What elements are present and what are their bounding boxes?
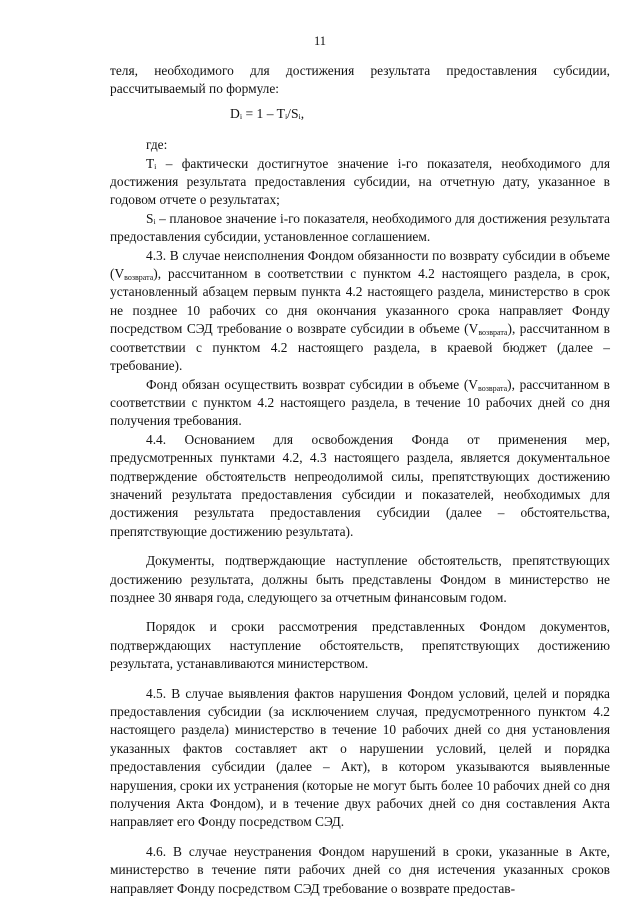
text-run: ), рассчитанном в соответствии с пунктом 4.2 настоящего раздела, в краевой бюджет (далее – требование). [110,321,610,374]
paragraph-ti-definition: Tᵢ – фактически достигнутое значение i-го показателя, необходимого для достижения результата предоставления субсидии, на отчетную дату, указанное в годовом отчете о результатах; [110,155,610,208]
text-run: 4.3. В случае неисполнения Фондом обязанности по возврату субсидии в объеме (V [110,247,610,282]
text-run: ), рассчитанном в соответствии с пунктом 4.2 настоящего раздела, в срок, установленный абзацем первым пункта 4.2 настоящего раздела, министерство в срок не позднее 10 рабочих со дня окончания указанного срока направляет Фонду посредством СЭД требование о возврате субсидии в объеме (V [110,266,610,337]
page-number: 11 [313,34,327,48]
paragraph-4-6: 4.6. В случае неустранения Фондом нарушений в сроки, указанные в Акте, министерство в течение пяти рабочих дней со дня истечения указанных сроков направляет Фонду посредством СЭД требование о возврате предостав- [110,843,610,896]
paragraph-fund-obligation [110,376,610,431]
subscript: возврата [478,328,508,338]
paragraph-4-5: 4.5. В случае выявления фактов нарушения Фондом условий, целей и порядка предоставления субсидии (за исключением случая, предусмотренного пунктом 4.2 настоящего раздела) министерство в течение 10 рабочих дней со дня установления указанных фактов составляет акт о нарушении условий, целей и порядка предоставления субсидии (далее – Акт), в котором указываются выявленные нарушения, сроки их устранения (которые не могут быть более 10 рабочих дней со дня получения Акта Фондом), и в течение двух рабочих дней со дня составления Акта направляет его Фонду посредством СЭД. [110,685,610,830]
document-body [110,62,610,898]
subscript: возврата [477,383,508,393]
paragraph-si-definition: Sᵢ – плановое значение i-го показателя, необходимого для достижения результата предоставления субсидии, установленное соглашением. [110,210,610,245]
formula: Dᵢ = 1 – Tᵢ/Sᵢ, [230,105,305,121]
subscript: возврата [124,273,154,283]
text-run: Фонд обязан осуществить возврат субсидии в объеме (V [146,376,478,392]
paragraph-procedure: Порядок и сроки рассмотрения представленных Фондом документов, подтверждающих наступление обстоятельств, препятствующих достижению результата, устанавливаются министерством. [110,619,610,672]
text-run: ), рассчитанном в соответствии с пунктом 4.2 настоящего раздела, в течение 10 рабочих дней со дня получения требования. [110,376,610,429]
paragraph-where: где: [146,137,168,153]
paragraph-continuation: теля, необходимого для достижения результата предоставления субсидии, рассчитываемый по формуле: [110,63,610,97]
paragraph-documents: Документы, подтверждающие наступление обстоятельств, препятствующих достижению результата, должны быть представлены Фондом в министерство не позднее 30 января года, следующего за отчетным финансовым годом. [110,553,610,605]
paragraph-4-3 [110,247,610,376]
paragraph-4-4: 4.4. Основанием для освобождения Фонда от применения мер, предусмотренных пунктами 4.2, 4.3 настоящего раздела, является документальное подтверждение обстоятельств непреодолимой силы, препятствующих достижению значений результата предоставления субсидии и показателей, необходимых для достижения результата предоставления субсидии (далее – обстоятельства, препятствующие достижению результата). [110,431,610,539]
